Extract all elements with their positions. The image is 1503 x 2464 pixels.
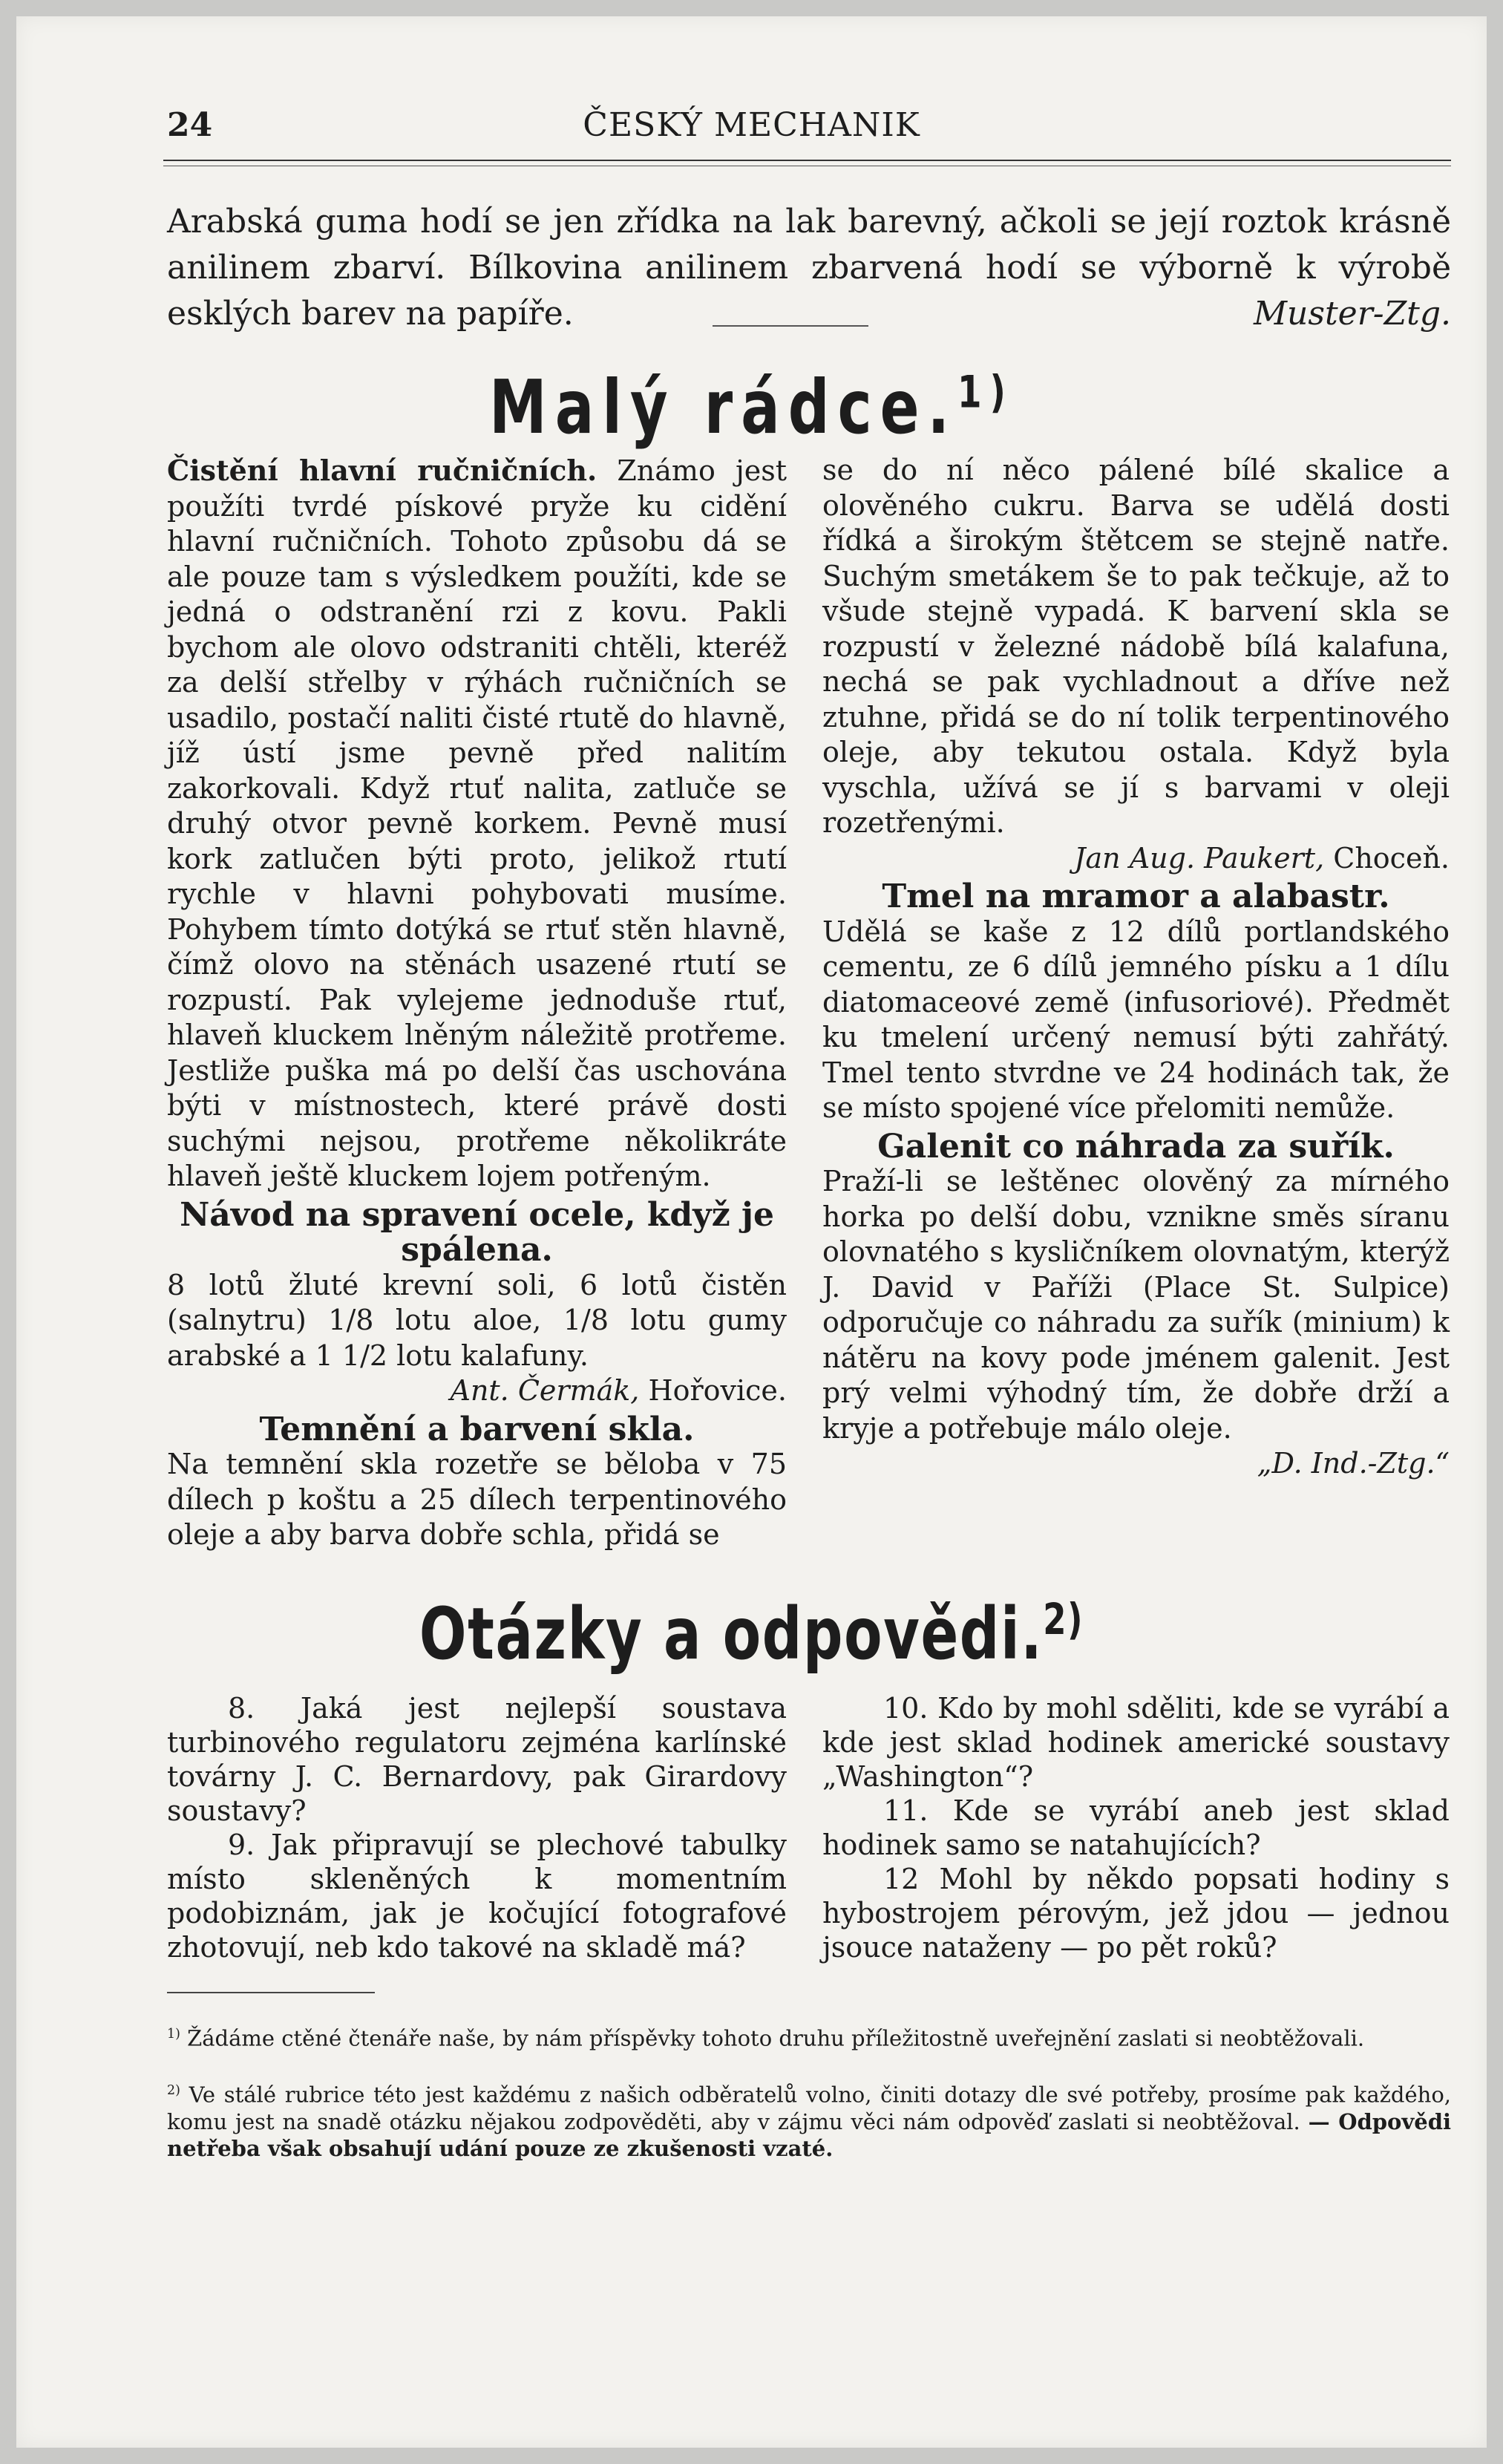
article-head-galenit: Galenit co náhrada za suřík. bbox=[877, 1127, 1395, 1166]
right-column bbox=[822, 453, 1450, 1482]
section-title-footnote-mark: 2) bbox=[1043, 1595, 1084, 1644]
intro-divider bbox=[713, 325, 868, 327]
footnote-2: $^{2)}$ Ve stálé rubrice této jest každému z našich odběratelů volno, činiti dotazy dle své potřeby, prosíme pak každého, komu jest na snadě otázku nějakou zodpověděti, aby v zájmu věci nám odpověď zaslati si neobtěžoval. — Odpovědi netřeba však obsahují udání pouze ze zkušenosti vzaté. bbox=[167, 2082, 1452, 2161]
article-cisteni bbox=[167, 453, 787, 1195]
article-signature: „D. Ind.-Ztg.“ bbox=[1257, 1447, 1450, 1480]
question-item: 11. Kde se vyrábí aneb jest sklad hodinek samo se natahujících? bbox=[822, 1794, 1450, 1861]
questions-right bbox=[822, 1691, 1450, 1964]
section-title-maly-radce: Malý rádce.$^{1)}$ bbox=[489, 364, 1014, 451]
question-item: 8. Jaká jest nejlepší soustava turbinového regulatoru zejména karlínské továrny J. C. Bernardovy, pak Girardovy soustavy? bbox=[167, 1692, 787, 1827]
page-number: 24 bbox=[167, 106, 213, 144]
article-body: Známo jest použíti tvrdé pískové pryže ku cidění hlavní ručničních. Tohoto způsobu dá se ale pouze tam s výsledkem použíti, kde se jedná o odstranění rzi z kovu. Pakli bychom ale olovo odstraniti chtěli, kteréž za delší střelby v rýhách ručničních se usadilo, postačí naliti čisté rtutě do hlavně, jíž ústí jsme pevně před nalitím zakorkovali. Když rtuť nalita, zatluče se druhý otvor pevně korkem. Pevně musí kork zatlučen býti proto, jelikož rtutí rychle v hlavni pohybovati musíme. Pohybem tímto dotýká se rtuť stěn hlavně, čímž olovo na stěnách usazené rtutí se rozpustí. Pak vylejeme jednoduše rtuť, hlaveň kluckem lněným náležitě protřeme. Jestliže puška má po delší čas uschována býti v místnostech, které právě dosti suchými nejsou, protřeme několikráte hlaveň ještě kluckem lojem potřeným. bbox=[167, 454, 787, 1192]
intro-paragraph bbox=[167, 199, 1451, 337]
question-item: 10. Kdo by mohl sděliti, kde se vyrábí a kde jest sklad hodinek americké soustavy „Washington“? bbox=[822, 1692, 1450, 1793]
article-head-tmel: Tmel na mramor a alabastr. bbox=[882, 878, 1390, 915]
article-head-navod: Návod na spravení ocele, když je spálena. bbox=[180, 1195, 774, 1269]
header-rule bbox=[163, 160, 1451, 166]
left-column bbox=[167, 453, 787, 1553]
journal-title: ČESKÝ MECHANIK bbox=[583, 106, 920, 144]
intro-signature: Muster-Ztg. bbox=[1254, 295, 1451, 333]
article-body-navod: 8 lotů žluté krevní soli, 6 lotů čistěn (salnytru) 1/8 lotu aloe, 1/8 lotu gumy arabské a 1 1/2 lotu kalafuny. bbox=[167, 1268, 787, 1372]
article-signature: Jan Aug. Paukert, Choceň. bbox=[1074, 841, 1450, 875]
section-title-footnote-mark: 1) bbox=[957, 366, 1014, 419]
article-body-galenit: Praží-li se leštěnec olověný za mírného horka po delší dobu, vznikne směs síranu olovnatého s kysličníkem olovnatým, kterýž J. David v Paříži (Place St. Sulpice) odporučuje co náhradu za suřík (minium) k nátěru na kovy pode jménem galenit. Jest prý velmi výhodný tím, že dobře drží a kryje a potřebuje málo oleje. bbox=[822, 1165, 1450, 1445]
article-body-temneni-cont: se do ní něco pálené bílé skalice a olověného cukru. Barva se udělá dosti řídká a širokým štětcem se stejně natře. Suchým smetákem še to pak tečkuje, až to všude stejně vypadá. K barvení skla se rozpustí v železné nádobě bílá kalafuna, nechá se pak vychladnout a dříve než ztuhne, přidá se do ní tolik terpentinového oleje, aby tekutou ostala. Když byla vyschla, užívá se jí s barvami v oleji rozetřenými. bbox=[822, 454, 1450, 839]
section-title-otazky: Otázky a odpovědi.$^{2)}$ bbox=[419, 1592, 1084, 1676]
question-item: 12 Mohl by někdo popsati hodiny s hybostrojem pérovým, jež jdou — jednou jsouce nataženy — po pět roků? bbox=[822, 1863, 1450, 1964]
article-body-tmel: Udělá se kaše z 12 dílů portlandského cementu, ze 6 dílů jemného písku a 1 dílu diatomaceové země (infusoriové). Předmět ku tmelení určený nemusí býti zahřátý. Tmel tento stvrdne ve 24 hodinách tak, že se místo spojené více přelomiti nemůže. bbox=[822, 915, 1450, 1124]
article-signature: Ant. Čermák, Hořovice. bbox=[450, 1374, 787, 1407]
question-item: 9. Jak připravují se plechové tabulky místo skleněných k momentním podobiznám, jak je kočující fotografové zhotovují, neb kdo takové na skladě má? bbox=[167, 1829, 787, 1964]
questions-left bbox=[167, 1691, 787, 1964]
article-head-temneni: Temnění a barvení skla. bbox=[259, 1410, 695, 1448]
footnote-rule bbox=[167, 1992, 375, 1993]
article-body-temneni: Na temnění skla rozetře se běloba v 75 dílech p koštu a 25 dílech terpentinového oleje a aby barva dobře schla, přidá se bbox=[167, 1448, 787, 1551]
intro-text: Arabská guma hodí se jen zřídka na lak barevný, ačkoli se její roztok krásně anilinem zbarví. Bílkovina anilinem zbarvená hodí se výborně k výrobě esklých barev na papíře. bbox=[167, 203, 1451, 333]
footnote-1: $^{1)}$ Žádáme ctěné čtenáře naše, by nám příspěvky tohoto druhu příležitostně uveřejnění zaslati si neobtěžovali. bbox=[167, 2025, 1365, 2051]
article-head: Čistění hlavní ručničních. bbox=[167, 454, 597, 487]
